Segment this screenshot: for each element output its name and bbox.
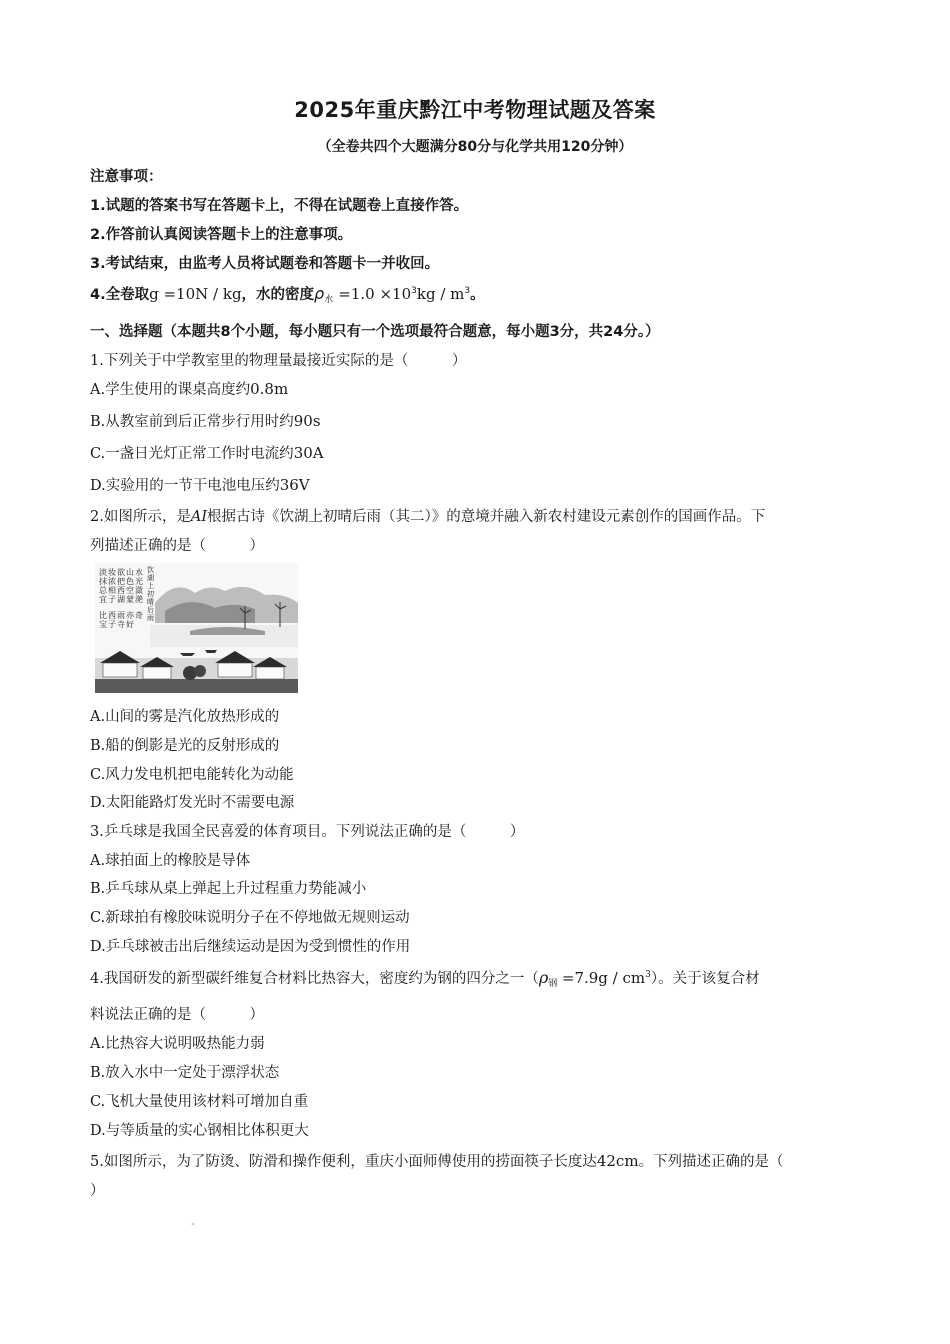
section-1-heading: 一、选择题（本题共8个小题，每小题只有一个选项最符合题意，每小题3分，共24分。） <box>90 324 660 340</box>
note-4-prefix: 4.全卷取 <box>90 287 150 303</box>
q4-rho-subscript: 钢 <box>548 979 558 989</box>
note-4 <box>90 283 485 305</box>
q1-stem: 1.下列关于中学教室里的物理量最接近实际的是（ ） <box>90 353 467 369</box>
svg-text:后: 后 <box>147 606 154 614</box>
q2-stem-line-2: 列描述正确的是（ ） <box>90 538 264 554</box>
q1-option-b <box>90 410 321 431</box>
svg-text:妆: 妆 <box>108 568 116 577</box>
note-1: 1.试题的答案书写在答题卡上，不得在试题卷上直接作答。 <box>90 198 469 214</box>
svg-text:初: 初 <box>147 590 154 598</box>
q2-stem-a: 2.如图所示，是 <box>90 509 191 525</box>
q1-d-value: 36V <box>279 476 310 494</box>
note-4-gravity: g =10N / kg <box>149 285 242 303</box>
svg-text:滟: 滟 <box>135 595 143 604</box>
svg-text:空: 空 <box>126 586 134 595</box>
q3-option-d: D.乒乓球被击出后继续运动是因为受到惯性的作用 <box>90 939 411 955</box>
q2-option-a: A.山间的雾是汽化放热形成的 <box>90 709 280 725</box>
q1-c-value: 30A <box>293 444 324 462</box>
svg-text:光: 光 <box>135 577 143 586</box>
page-mark: " <box>191 1222 195 1231</box>
rho-symbol: ρ <box>314 284 325 303</box>
q1-option-c <box>90 442 324 463</box>
svg-text:淡: 淡 <box>99 568 107 577</box>
svg-text:宝: 宝 <box>99 620 107 629</box>
svg-text:子: 子 <box>108 620 116 629</box>
svg-text:雨: 雨 <box>147 614 154 622</box>
svg-text:湖: 湖 <box>147 574 154 582</box>
q4-stem-line-2: 料说法正确的是（ ） <box>90 1007 264 1023</box>
q4-option-a: A.比热容大说明吸热能力弱 <box>90 1036 265 1052</box>
landscape-painting-figure <box>95 563 298 693</box>
q2-option-c: C.风力发电机把电能转化为动能 <box>90 767 294 783</box>
note-2: 2.作答前认真阅读答题卡上的注意事项。 <box>90 227 353 243</box>
svg-text:水: 水 <box>135 568 143 577</box>
svg-text:浓: 浓 <box>108 577 116 586</box>
svg-text:抹: 抹 <box>99 577 107 586</box>
q4-stem-b: ）。关于该复合材 <box>650 971 760 987</box>
page-title: 2025年重庆黔江中考物理试题及答案 <box>294 98 656 122</box>
svg-text:饮: 饮 <box>147 566 154 574</box>
note-4-end: 。 <box>470 287 485 303</box>
unit-exponent: 3 <box>464 286 471 296</box>
q2-stem-line-1 <box>90 505 765 526</box>
poem-calligraphy <box>99 567 143 629</box>
density-exponent: 3 <box>411 286 417 296</box>
q3-option-c: C.新球拍有橡胶味说明分子在不停地做无规则运动 <box>90 910 410 926</box>
q1-b-value: 90s <box>293 412 321 430</box>
density-unit: kg / m <box>416 285 465 303</box>
water-density-value: =1.0 ×10 <box>338 285 412 303</box>
svg-text:蒙: 蒙 <box>126 595 134 604</box>
q1-a-text: A.学生使用的课桌高度约 <box>90 382 251 398</box>
svg-text:西: 西 <box>108 611 116 620</box>
q1-d-text: D.实验用的一节干电池电压约 <box>90 478 280 494</box>
q1-option-d <box>90 474 310 495</box>
svg-text:总: 总 <box>99 586 107 595</box>
svg-text:欲: 欲 <box>117 568 125 577</box>
svg-text:子: 子 <box>108 595 116 604</box>
q1-c-text: C.一盏日光灯正常工作时电流约 <box>90 446 294 462</box>
q5-stem-a: 5.如图所示，为了防烫、防滑和操作便利，重庆小面师傅使用的捞面筷子长度达 <box>90 1154 597 1170</box>
q3-option-b: B.乒乓球从桌上弹起上升过程重力势能减小 <box>90 881 367 897</box>
svg-text:潋: 潋 <box>135 586 143 595</box>
q4-stem-a: 4.我国研发的新型碳纤维复合材料比热容大，密度约为钢的四分之一（ <box>90 971 539 987</box>
q2-option-b: B.船的倒影是光的反射形成的 <box>90 738 280 754</box>
q4-stem-line-1 <box>90 967 760 989</box>
q4-option-b: B.放入水中一定处于漂浮状态 <box>90 1065 280 1081</box>
svg-text:湖: 湖 <box>117 595 125 604</box>
svg-text:把: 把 <box>117 577 125 586</box>
page-subtitle: （全卷共四个大题满分80分与化学共用120分钟） <box>317 139 633 155</box>
poem-title-column <box>147 565 154 622</box>
svg-text:比: 比 <box>99 611 107 620</box>
q4-rho-symbol: ρ <box>538 968 549 987</box>
note-4-mid: ，水的密度 <box>241 287 315 303</box>
q4-exponent: 3 <box>645 970 651 980</box>
svg-text:好: 好 <box>126 620 134 629</box>
q1-a-value: 0.8m <box>250 380 289 398</box>
svg-text:晴: 晴 <box>147 598 154 606</box>
steel-density-value: =7.9g / cm <box>561 969 646 987</box>
q5-stem-line-2: ） <box>90 1183 105 1199</box>
note-3: 3.考试结束，由监考人员将试题卷和答题卡一并收回。 <box>90 256 440 272</box>
q1-b-text: B.从教室前到后正常步行用时约 <box>90 414 294 430</box>
svg-text:寺: 寺 <box>117 620 125 629</box>
q2-stem-ai: AI <box>190 509 208 525</box>
svg-text:色: 色 <box>126 577 134 586</box>
svg-text:亦: 亦 <box>126 611 134 620</box>
svg-text:山: 山 <box>126 568 134 577</box>
rho-subscript: 水 <box>324 295 334 305</box>
svg-text:相: 相 <box>108 586 116 595</box>
svg-text:雨: 雨 <box>117 611 125 620</box>
svg-text:西: 西 <box>117 586 125 595</box>
chopstick-length-value: 42cm <box>596 1152 639 1170</box>
svg-text:上: 上 <box>147 582 154 590</box>
q3-option-a: A.球拍面上的橡胶是导体 <box>90 853 251 869</box>
q4-option-d: D.与等质量的实心钢相比体积更大 <box>90 1123 309 1139</box>
q2-option-d: D.太阳能路灯发光时不需要电源 <box>90 795 295 811</box>
svg-text:奇: 奇 <box>135 611 143 620</box>
q3-stem: 3.乒乓球是我国全民喜爱的体育项目。下列说法正确的是（ ） <box>90 824 525 840</box>
q5-stem-b: 。下列描述正确的是（ <box>638 1154 784 1170</box>
q2-stem-b: 根据古诗《饮湖上初晴后雨（其二）》的意境并融入新农村建设元素创作的国画作品。下 <box>207 509 766 525</box>
q1-option-a <box>90 378 288 399</box>
q5-stem-line-1 <box>90 1150 784 1171</box>
notes-heading: 注意事项： <box>90 169 163 185</box>
svg-text:宜: 宜 <box>99 595 107 604</box>
q4-option-c: C.飞机大量使用该材料可增加自重 <box>90 1094 309 1110</box>
